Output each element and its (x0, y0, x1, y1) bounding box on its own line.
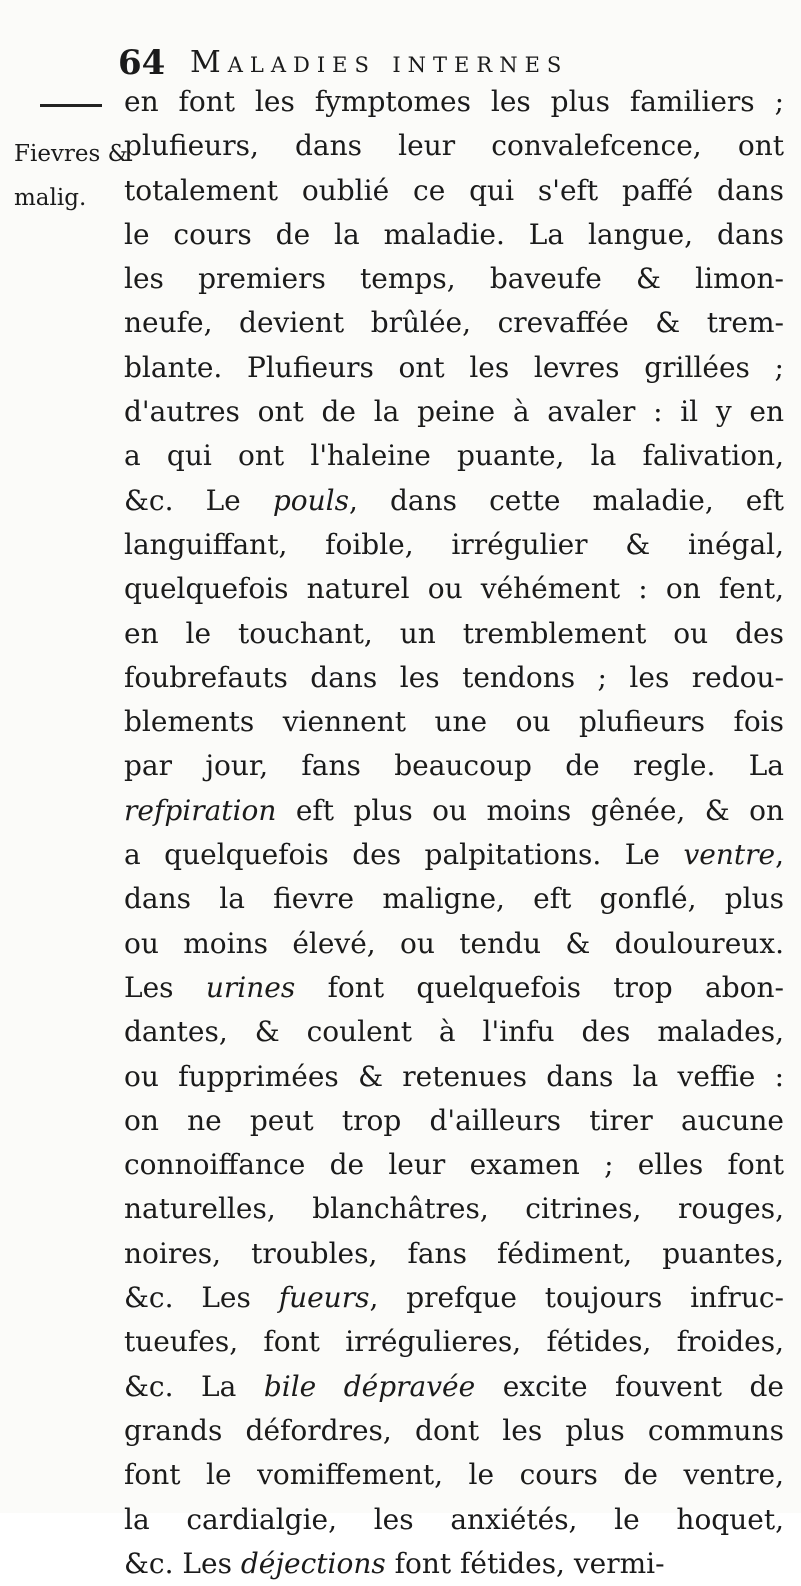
text-line (124, 257, 784, 301)
text-run: plufieurs, dans leur convalefcence, ont (124, 129, 784, 163)
marginal-dash (40, 104, 102, 107)
text-line (124, 479, 784, 523)
text-run: &c. Les (124, 1281, 279, 1315)
italic-term: fueurs (278, 1281, 370, 1315)
text-run: on ne peut trop d'ailleurs tirer aucune (124, 1103, 784, 1137)
text-run: la cardialgie, les anxiétés, le hoquet, (124, 1502, 784, 1536)
text-run: &c. La (124, 1369, 264, 1403)
italic-term: urines (205, 970, 296, 1004)
text-line (124, 877, 784, 921)
text-run: blements viennent une ou plufieurs fois (124, 705, 784, 739)
text-run: en font les fymptomes les plus familiers ; (124, 85, 784, 118)
text-run: quelquefois naturel ou véhément : on fent, (124, 572, 784, 606)
text-run: le cours de la maladie. La langue, dans (124, 217, 784, 251)
text-line (124, 301, 784, 345)
text-line (124, 1409, 784, 1453)
text-run: font fétides, vermi- (385, 1546, 665, 1580)
marginal-note (14, 132, 129, 220)
text-line (124, 523, 784, 567)
text-line (124, 1498, 784, 1542)
text-run: font le vomiffement, le cours de ventre, (124, 1458, 784, 1492)
text-line (124, 700, 784, 744)
text-line (124, 1276, 784, 1320)
text-line (124, 1055, 784, 1099)
text-line (124, 966, 784, 1010)
text-run: totalement oublié ce qui s'eft paffé dans (124, 173, 784, 207)
text-line (124, 922, 784, 966)
text-line (124, 1542, 784, 1586)
italic-term: bile dépravée (263, 1369, 476, 1403)
text-line (124, 1099, 784, 1143)
text-run: ou moins élevé, ou tendu & douloureux. (124, 926, 784, 960)
text-run: naturelles, blanchâtres, citrines, rouges, (124, 1192, 784, 1226)
text-line (124, 169, 784, 213)
text-run: les premiers temps, baveufe & limon- (124, 262, 784, 296)
marginal-note-line: Fievres & (14, 141, 129, 167)
text-run: languiffant, foible, irrégulier & inégal, (124, 527, 784, 561)
text-run: , (775, 838, 784, 872)
text-line (124, 80, 784, 124)
body-text (124, 80, 784, 1586)
text-run: blante. Plufieurs ont les levres grillées ; (124, 350, 784, 384)
text-run: par jour, fans beaucoup de regle. La (124, 749, 784, 783)
text-run: Les (124, 970, 206, 1004)
text-run: foubrefauts dans les tendons ; les redou- (124, 660, 784, 694)
text-line (124, 1187, 784, 1231)
text-run: a qui ont l'haleine puante, la falivation, (124, 439, 784, 473)
text-line (124, 1320, 784, 1364)
text-line (124, 744, 784, 788)
italic-term: déjections (240, 1546, 386, 1580)
text-run: grands défordres, dont les plus communs (124, 1413, 784, 1447)
text-line (124, 346, 784, 390)
text-line (124, 213, 784, 257)
marginal-note-line: malig. (14, 185, 87, 211)
text-line (124, 124, 784, 168)
text-run: connoiffance de leur examen ; elles font (124, 1148, 784, 1182)
text-line (124, 567, 784, 611)
text-run: neufe, devient brûlée, crevaffée & trem- (124, 306, 784, 340)
italic-term: refpiration (124, 793, 277, 827)
text-run: excite fouvent de (475, 1369, 784, 1403)
text-run: dans la fievre maligne, eft gonflé, plus (124, 882, 784, 916)
italic-term: pouls (272, 483, 349, 517)
text-run: tueufes, font irrégulieres, fétides, froides, (124, 1325, 784, 1359)
text-run: eft plus ou moins gênée, & on (276, 793, 784, 827)
text-run: font quelquefois trop abon- (295, 970, 784, 1004)
text-run: dantes, & coulent à l'infu des malades, (124, 1015, 784, 1049)
text-line (124, 1010, 784, 1054)
text-line (124, 833, 784, 877)
text-run: d'autres ont de la peine à avaler : il y en (124, 395, 784, 429)
text-line (124, 1143, 784, 1187)
text-line (124, 1365, 784, 1409)
text-line (124, 1232, 784, 1276)
text-line (124, 390, 784, 434)
text-line (124, 612, 784, 656)
text-run: a quelquefois des palpitations. Le (124, 838, 684, 872)
running-title: Maladies internes (190, 45, 569, 80)
page-number: 64 (118, 43, 166, 83)
text-run: , prefque toujours infruc- (369, 1281, 784, 1315)
text-run: &c. Les (124, 1546, 241, 1580)
text-line (124, 434, 784, 478)
text-line (124, 789, 784, 833)
italic-term: ventre (683, 838, 776, 872)
text-run: noires, troubles, fans fédiment, puantes, (124, 1236, 784, 1270)
text-run: , dans cette maladie, eft (348, 483, 784, 517)
text-run: ou fupprimées & retenues dans la veffie : (124, 1059, 784, 1093)
text-line (124, 1453, 784, 1497)
text-line (124, 656, 784, 700)
text-run: en le touchant, un tremblement ou des (124, 616, 784, 650)
text-run: &c. Le (124, 483, 273, 517)
